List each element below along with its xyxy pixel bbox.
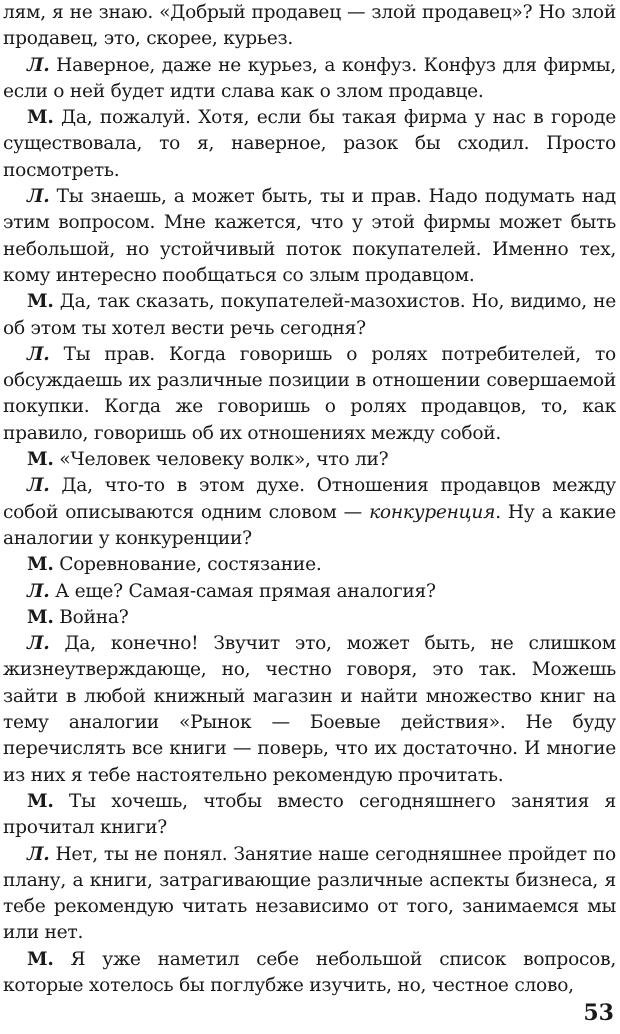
paragraph-text: Да, пожалуй. Хотя, если бы такая фирма у нас в городе существовала, то я, наверное, разок бы сходил. Просто посмотреть. — [3, 107, 616, 181]
paragraph-text: Ты хочешь, чтобы вместо сегодняшнего занятия я прочитал книги? — [3, 790, 616, 839]
emphasis-term: конкуренция — [369, 501, 496, 523]
speaker-label: Л. — [27, 54, 50, 76]
paragraph — [3, 289, 616, 342]
paragraph-text-after: . Ну а какие аналогии у конкуренции? — [3, 501, 616, 549]
speaker-label: М. — [27, 606, 54, 628]
paragraph — [3, 552, 616, 578]
paragraph-text: Соревнование, состязание. — [53, 554, 322, 576]
paragraph-text: Наверное, даже не курьез, а конфуз. Конфуз для фирмы, если о ней будет идти слава как о злом продавце. — [3, 54, 616, 102]
speaker-label: М. — [27, 948, 54, 970]
paragraph-text: А еще? Самая-самая прямая аналогия? — [49, 580, 436, 602]
page-number: 53 — [583, 1000, 614, 1026]
paragraph-text: Ты прав. Когда говоришь о ролях потребителей, то обсуждаешь их различные позиции в отношении совершаемой покупки. Когда же говоришь о ролях продавцов, то, как правило, говоришь об их отношениях между собой. — [3, 343, 616, 444]
paragraph — [3, 447, 616, 473]
paragraph-text: «Человек человеку волк», что ли? — [53, 449, 389, 471]
paragraph-text: Да, конечно! Звучит это, может быть, не слишком жизнеутверждающе, но, честно говоря, это так. Можешь зайти в любой книжный магазин и найти множество книг на тему аналогии «Рынок — Боевые действия». Не буду перечислять все книги — поверь, что их достаточно. И многие из них я тебе настоятельно рекомендую прочитать. — [3, 633, 616, 786]
paragraph-text: Да, так сказать, покупателей-мазохистов. Но, видимо, не об этом ты хотел вести речь сегодня? — [3, 291, 616, 339]
paragraph-text: Да, что-то в этом духе. Отношения продавцов между собой описываются одним словом — — [3, 475, 616, 523]
paragraph — [3, 605, 616, 631]
paragraph-text: Нет, ты не понял. Занятие наше сегодняшнее пройдет по плану, а книги, затрагивающие различные аспекты бизнеса, я тебе рекомендую читать независимо от того, занимаемся мы или нет. — [3, 843, 616, 944]
body-text — [3, 0, 616, 999]
paragraph — [3, 579, 616, 605]
paragraph — [3, 53, 616, 106]
speaker-label: Л. — [27, 475, 50, 497]
paragraph — [3, 947, 616, 1000]
speaker-label: М. — [27, 291, 54, 313]
speaker-label: М. — [27, 554, 54, 576]
paragraph-text: лям, я не знаю. «Добрый продавец — злой продавец»? Но злой продавец, это, скорее, курьез. — [3, 2, 616, 50]
paragraph — [3, 0, 616, 53]
speaker-label: Л. — [27, 343, 50, 365]
speaker-label: М. — [27, 790, 54, 812]
paragraph-text: Я уже наметил себе небольшой список вопросов, которые хотелось бы поглубже изучить, но, честное слово, — [3, 948, 616, 996]
speaker-label: М. — [27, 449, 54, 471]
paragraph — [3, 184, 616, 289]
speaker-label: Л. — [27, 580, 50, 602]
paragraph — [3, 631, 616, 789]
speaker-label: М. — [27, 107, 54, 129]
speaker-label: Л. — [27, 843, 50, 865]
speaker-label: Л. — [27, 633, 50, 655]
paragraph-text: Война? — [53, 606, 129, 628]
paragraph — [3, 842, 616, 947]
paragraph-text: Ты знаешь, а может быть, ты и прав. Надо подумать над этим вопросом. Мне кажется, что у этой фирмы может быть небольшой, но устойчивый поток покупателей. Именно тех, кому интересно пообщаться со злым продавцом. — [3, 186, 616, 286]
paragraph — [3, 789, 616, 842]
speaker-label: Л. — [27, 186, 50, 208]
paragraph — [3, 342, 616, 447]
paragraph — [3, 473, 616, 552]
paragraph — [3, 105, 616, 184]
